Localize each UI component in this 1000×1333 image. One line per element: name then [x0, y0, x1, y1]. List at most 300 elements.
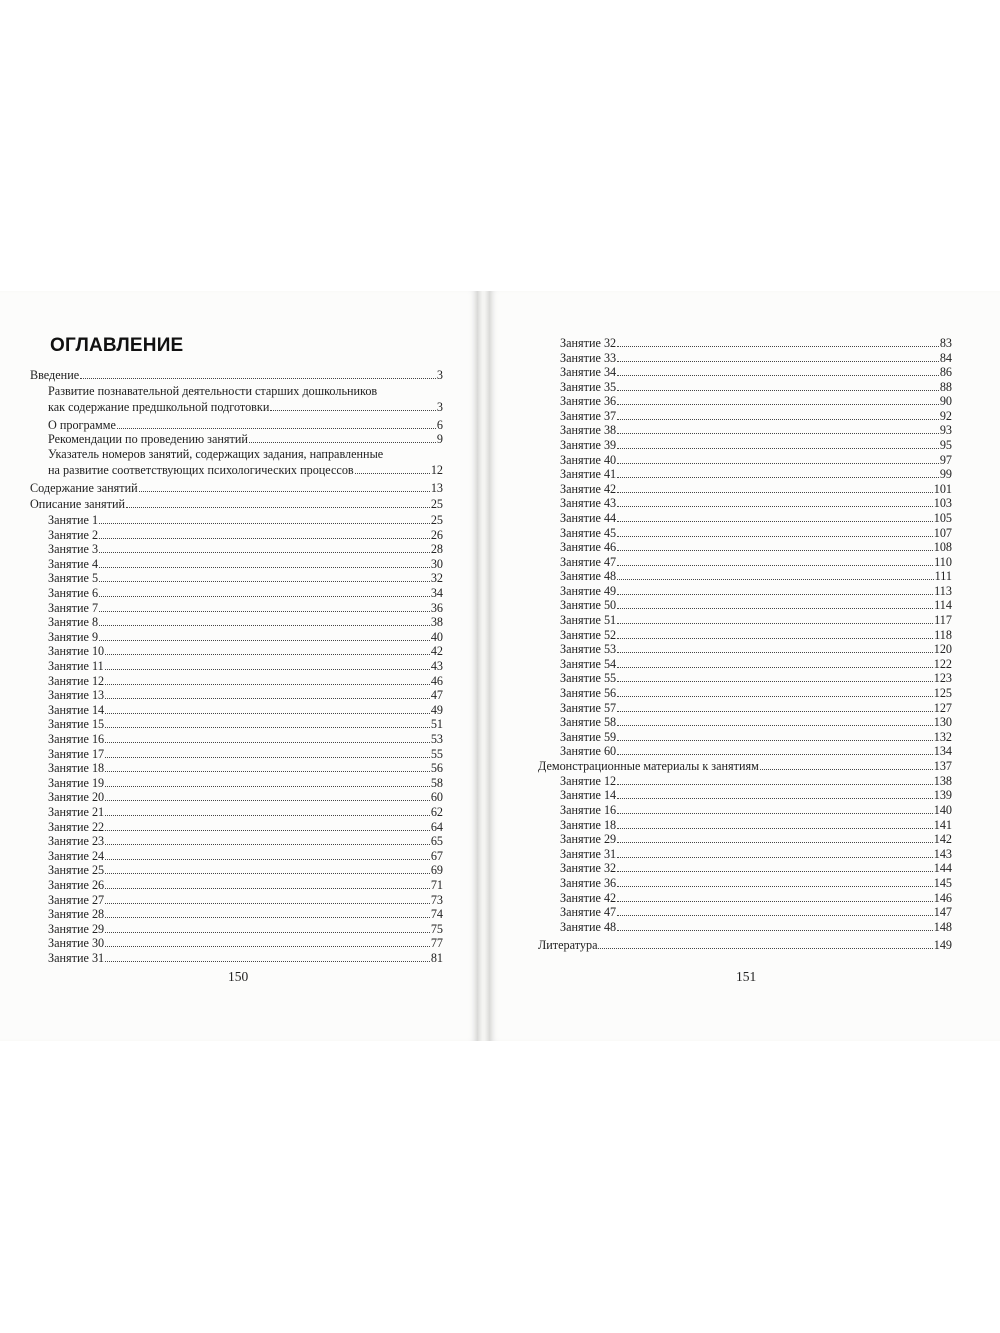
toc-entry-title: О программе [48, 417, 116, 432]
page-number-right: 151 [736, 969, 757, 984]
dot-leader [617, 360, 939, 362]
toc-entry-title: Занятие 14 [560, 788, 617, 803]
dot-leader [617, 432, 939, 434]
toc-entry-page: 132 [933, 729, 952, 744]
toc-entry[interactable] [560, 526, 952, 540]
toc-entry[interactable] [48, 732, 443, 746]
toc-heading: ОГЛАВЛЕНИЕ [50, 335, 184, 356]
toc-entry[interactable] [48, 761, 443, 775]
toc-entry[interactable] [560, 847, 952, 861]
dot-leader [105, 799, 430, 801]
toc-entry-page: 141 [933, 817, 952, 832]
dot-leader [617, 549, 933, 551]
toc-entry-title: Занятие 26 [48, 877, 105, 892]
toc-entry-page: 148 [933, 919, 952, 934]
dot-leader [105, 902, 430, 904]
toc-entry-title: Занятие 2 [48, 527, 99, 542]
dot-leader [617, 447, 939, 449]
dot-leader [99, 537, 430, 539]
dot-leader [617, 724, 933, 726]
toc-entry-page: 26 [430, 527, 443, 542]
toc-entry-title: Занятие 42 [560, 481, 617, 496]
toc-entry-page: 134 [933, 744, 952, 759]
toc-entry-title: Занятие 4 [48, 556, 99, 571]
toc-entry-title: Занятие 27 [48, 892, 105, 907]
toc-entry-page: 138 [933, 773, 952, 788]
toc-entry-title: Занятие 30 [48, 936, 105, 951]
dot-leader [617, 578, 933, 580]
toc-entry-page: 56 [430, 761, 443, 776]
toc-entry[interactable] [560, 920, 952, 934]
toc-entry-title: Занятие 54 [560, 656, 617, 671]
toc-entry-page: 9 [436, 432, 443, 447]
toc-entry[interactable] [48, 834, 443, 848]
dot-leader [617, 739, 933, 741]
dot-leader [105, 829, 430, 831]
toc-entry-page: 127 [933, 700, 952, 715]
dot-leader [99, 595, 430, 597]
toc-entry-title: Занятие 56 [560, 685, 617, 700]
toc-entry-page: 73 [430, 892, 443, 907]
toc-entry-title: Занятие 24 [48, 848, 105, 863]
toc-entry[interactable] [30, 497, 443, 511]
toc-entry-page: 122 [933, 656, 952, 671]
toc-entry[interactable] [560, 423, 952, 437]
toc-entry-page: 71 [430, 877, 443, 892]
toc-entry-title: Рекомендации по проведению занятий [48, 432, 248, 447]
dot-leader [105, 960, 430, 962]
toc-entry[interactable] [48, 400, 443, 414]
toc-entry[interactable] [560, 598, 952, 612]
toc-entry[interactable] [48, 893, 443, 907]
dot-leader [617, 476, 939, 478]
toc-entry-page: 149 [933, 938, 952, 953]
toc-entry[interactable] [48, 863, 443, 877]
dot-leader [270, 409, 436, 411]
toc-entry[interactable] [560, 657, 952, 671]
dot-leader [617, 505, 933, 507]
toc-entry[interactable] [48, 703, 443, 717]
toc-entry-title: Занятие 16 [48, 731, 105, 746]
dot-leader [617, 622, 933, 624]
dot-leader [105, 756, 430, 758]
toc-entry-page: 60 [430, 790, 443, 805]
toc-entry-page: 3 [436, 400, 443, 415]
toc-entry-title: как содержание предшкольной подготовки [48, 400, 270, 415]
toc-entry[interactable] [560, 905, 952, 919]
toc-entry-title: Занятие 43 [560, 496, 617, 511]
toc-entry[interactable] [48, 674, 443, 688]
toc-entry-page: 114 [934, 598, 952, 613]
toc-entry[interactable] [560, 803, 952, 817]
toc-entry[interactable] [48, 820, 443, 834]
dot-leader [105, 668, 430, 670]
dot-leader [617, 797, 933, 799]
dot-leader [105, 858, 430, 860]
dot-leader [617, 753, 933, 755]
toc-entry[interactable] [48, 542, 443, 556]
toc-entry-page: 105 [933, 510, 952, 525]
toc-entry-page: 99 [939, 467, 952, 482]
toc-entry-title: Занятие 60 [560, 744, 617, 759]
toc-entry-page: 93 [939, 423, 952, 438]
toc-entry-page: 69 [430, 863, 443, 878]
toc-entry-title: Занятие 5 [48, 571, 99, 586]
toc-entry-page: 81 [430, 950, 443, 965]
toc-entry[interactable] [560, 336, 952, 350]
dot-leader [99, 639, 430, 641]
toc-entry-page: 3 [436, 368, 443, 382]
toc-entry[interactable] [48, 513, 443, 527]
dot-leader [105, 785, 430, 787]
toc-entry-title: Занятие 31 [560, 846, 617, 861]
toc-entry[interactable] [30, 368, 443, 382]
toc-entry[interactable] [560, 715, 952, 729]
dot-leader [105, 712, 430, 714]
toc-entry-page: 120 [933, 642, 952, 657]
dot-leader [617, 812, 933, 814]
toc-entry[interactable] [560, 351, 952, 365]
toc-entry[interactable] [48, 418, 443, 432]
toc-entry-page: 47 [430, 688, 443, 703]
toc-entry[interactable] [48, 528, 443, 542]
toc-entry-page: 38 [430, 615, 443, 630]
toc-entry[interactable] [48, 688, 443, 702]
toc-entry-title: Занятие 37 [560, 408, 617, 423]
toc-entry-page: 84 [939, 350, 952, 365]
toc-entry[interactable] [48, 601, 443, 615]
dot-leader [617, 345, 939, 347]
toc-entry[interactable] [48, 586, 443, 600]
toc-entry-page: 142 [933, 832, 952, 847]
dot-leader [139, 490, 430, 492]
dot-leader [105, 697, 430, 699]
dot-leader [617, 856, 933, 858]
toc-entry-page: 101 [933, 481, 952, 496]
dot-leader [105, 843, 430, 845]
toc-entry-title: Занятие 10 [48, 644, 105, 659]
toc-entry-page: 147 [933, 905, 952, 920]
toc-entry-page: 97 [939, 452, 952, 467]
toc-entry-page: 42 [430, 644, 443, 659]
dot-leader [617, 403, 939, 405]
toc-entry-title: Занятие 11 [48, 658, 104, 673]
toc-entry-title: Занятие 45 [560, 525, 617, 540]
dot-leader [617, 462, 939, 464]
toc-entry-page: 125 [933, 685, 952, 700]
toc-entry[interactable] [560, 511, 952, 525]
toc-entry-title: Занятие 50 [560, 598, 617, 613]
dot-leader [99, 522, 430, 524]
toc-entry[interactable] [560, 365, 952, 379]
toc-entry[interactable] [48, 630, 443, 644]
toc-entry-page: 55 [430, 746, 443, 761]
toc-entry-title: Занятие 21 [48, 804, 105, 819]
dot-leader [617, 900, 933, 902]
dot-leader [99, 610, 430, 612]
toc-entry[interactable] [560, 394, 952, 408]
dot-leader [117, 427, 436, 429]
toc-entry[interactable] [48, 849, 443, 863]
dot-leader [105, 887, 430, 889]
toc-entry-title: Введение [30, 368, 80, 382]
toc-entry[interactable] [560, 453, 952, 467]
toc-entry[interactable] [48, 717, 443, 731]
toc-entry-title: Занятие 19 [48, 775, 105, 790]
toc-entry[interactable] [560, 380, 952, 394]
toc-entry-page: 90 [939, 394, 952, 409]
toc-entry[interactable] [560, 628, 952, 642]
toc-entry[interactable] [48, 557, 443, 571]
toc-entry[interactable] [560, 832, 952, 846]
toc-entry-title: Занятие 23 [48, 834, 105, 849]
dot-leader [126, 506, 430, 508]
toc-entry-title: Описание занятий [30, 496, 126, 511]
left-page [0, 291, 477, 1041]
toc-entry-title: Занятие 44 [560, 510, 617, 525]
toc-entry[interactable] [560, 774, 952, 788]
toc-entry-page: 65 [430, 834, 443, 849]
toc-entry-title: Занятие 53 [560, 642, 617, 657]
toc-entry-page: 92 [939, 408, 952, 423]
toc-entry-title: Занятие 32 [560, 861, 617, 876]
dot-leader [598, 947, 932, 949]
toc-entry[interactable] [48, 922, 443, 936]
toc-entry[interactable] [48, 659, 443, 673]
toc-entry-page: 58 [430, 775, 443, 790]
dot-leader [617, 914, 933, 916]
dot-leader [617, 870, 933, 872]
toc-entry-page: 140 [933, 803, 952, 818]
toc-entry-page: 103 [933, 496, 952, 511]
toc-entry-page: 88 [939, 379, 952, 394]
dot-leader [617, 885, 933, 887]
toc-entry[interactable] [560, 788, 952, 802]
toc-entry-title: Занятие 41 [560, 467, 617, 482]
toc-entry[interactable] [560, 555, 952, 569]
toc-entry-page: 46 [430, 673, 443, 688]
dot-leader [617, 520, 933, 522]
toc-entry-page: 6 [436, 417, 443, 432]
toc-entry[interactable] [48, 805, 443, 819]
toc-entry-title: Занятие 3 [48, 542, 99, 557]
dot-leader [617, 783, 933, 785]
dot-leader [617, 374, 939, 376]
toc-entry[interactable] [560, 891, 952, 905]
toc-entry-page: 113 [934, 583, 952, 598]
toc-entry[interactable] [560, 642, 952, 656]
toc-entry-page: 74 [430, 907, 443, 922]
dot-leader [105, 814, 430, 816]
toc-entry-title: Занятие 20 [48, 790, 105, 805]
toc-entry-page: 43 [430, 658, 443, 673]
toc-entry-title: Занятие 28 [48, 907, 105, 922]
toc-entry-page: 123 [933, 671, 952, 686]
toc-entry-page: 25 [430, 512, 443, 527]
toc-entry-title: Занятие 6 [48, 585, 99, 600]
toc-entry-title: Занятие 59 [560, 729, 617, 744]
dot-leader [105, 653, 430, 655]
toc-entry-line: Указатель номеров занятий, содержащих задания, направленные [48, 447, 384, 461]
toc-entry-title: Занятие 14 [48, 702, 105, 717]
toc-entry-page: 75 [430, 921, 443, 936]
toc-entry-title: Занятие 51 [560, 613, 617, 628]
toc-entry-title: Занятие 36 [560, 394, 617, 409]
toc-entry[interactable] [48, 571, 443, 585]
toc-entry-page: 83 [939, 336, 952, 350]
toc-entry-page: 143 [933, 846, 952, 861]
toc-entry-title: Занятие 29 [560, 832, 617, 847]
toc-entry-title: Занятие 39 [560, 438, 617, 453]
toc-entry-title: Занятие 17 [48, 746, 105, 761]
toc-entry[interactable] [48, 644, 443, 658]
toc-entry-title: Занятие 16 [560, 803, 617, 818]
toc-entry-title: Содержание занятий [30, 480, 138, 495]
dot-leader [105, 726, 430, 728]
dot-leader [105, 872, 430, 874]
dot-leader [617, 929, 933, 931]
dot-leader [617, 637, 933, 639]
toc-entry-title: Демонстрационные материалы к занятиям [538, 758, 759, 773]
toc-entry[interactable] [560, 409, 952, 423]
toc-entry-page: 117 [934, 613, 952, 628]
toc-entry-title: Занятие 7 [48, 600, 99, 615]
toc-entry[interactable] [560, 482, 952, 496]
dot-leader [617, 695, 933, 697]
toc-entry[interactable] [560, 569, 952, 583]
toc-entry-page: 62 [430, 804, 443, 819]
toc-entry-page: 110 [934, 554, 952, 569]
dot-leader [105, 916, 430, 918]
toc-entry-title: Занятие 55 [560, 671, 617, 686]
toc-entry-page: 40 [430, 629, 443, 644]
dot-leader [105, 741, 430, 743]
toc-entry-page: 36 [430, 600, 443, 615]
page-number-left: 150 [228, 969, 249, 984]
toc-entry-title: Занятие 29 [48, 921, 105, 936]
toc-entry-title: Занятие 33 [560, 350, 617, 365]
toc-entry[interactable] [560, 613, 952, 627]
toc-entry[interactable] [48, 951, 443, 965]
toc-entry-title: Занятие 15 [48, 717, 105, 732]
toc-entry-page: 67 [430, 848, 443, 863]
toc-entry-page: 34 [430, 585, 443, 600]
book-gutter [477, 291, 490, 1041]
toc-entry-title: Занятие 25 [48, 863, 105, 878]
dot-leader [617, 389, 939, 391]
toc-entry-title: Занятие 22 [48, 819, 105, 834]
toc-entry-title: Литература [538, 938, 598, 953]
toc-entry-title: Занятие 47 [560, 554, 617, 569]
toc-entry[interactable] [538, 938, 952, 952]
toc-entry-page: 12 [430, 463, 443, 478]
toc-entry[interactable] [560, 818, 952, 832]
toc-entry-page: 108 [933, 540, 952, 555]
toc-entry-title: Занятие 8 [48, 615, 99, 630]
dot-leader [99, 624, 430, 626]
toc-entry[interactable] [48, 432, 443, 446]
dot-leader [617, 607, 933, 609]
toc-entry-page: 32 [430, 571, 443, 586]
toc-entry-title: Занятие 38 [560, 423, 617, 438]
toc-entry[interactable] [560, 467, 952, 481]
toc-entry-page: 13 [430, 480, 443, 495]
toc-entry-title: Занятие 34 [560, 365, 617, 380]
dot-leader [617, 827, 933, 829]
toc-entry-page: 30 [430, 556, 443, 571]
book-spread [0, 291, 1000, 1041]
toc-entry[interactable] [560, 540, 952, 554]
toc-entry[interactable] [48, 790, 443, 804]
toc-entry-page: 139 [933, 788, 952, 803]
dot-leader [99, 580, 430, 582]
toc-entry-title: Занятие 13 [48, 688, 105, 703]
toc-entry[interactable] [48, 907, 443, 921]
toc-entry-title: Занятие 9 [48, 629, 99, 644]
toc-entry-title: Занятие 48 [560, 569, 617, 584]
dot-leader [617, 593, 933, 595]
toc-entry[interactable] [48, 776, 443, 790]
toc-entry-title: Занятие 46 [560, 540, 617, 555]
dot-leader [105, 770, 430, 772]
dot-leader [617, 680, 933, 682]
toc-entry[interactable] [560, 438, 952, 452]
toc-entry-page: 51 [430, 717, 443, 732]
toc-entry[interactable] [48, 615, 443, 629]
toc-entry-title: Занятие 36 [560, 875, 617, 890]
toc-entry[interactable] [560, 861, 952, 875]
toc-entry[interactable] [560, 584, 952, 598]
toc-entry-title: Занятие 52 [560, 627, 617, 642]
toc-entry-page: 145 [933, 875, 952, 890]
toc-entry[interactable] [30, 481, 443, 495]
toc-entry[interactable] [48, 463, 443, 477]
toc-entry-title: Занятие 42 [560, 890, 617, 905]
toc-entry-title: Занятие 58 [560, 715, 617, 730]
toc-entry[interactable] [560, 496, 952, 510]
toc-entry-page: 49 [430, 702, 443, 717]
dot-leader [617, 564, 933, 566]
toc-entry[interactable] [538, 759, 952, 773]
dot-leader [355, 472, 430, 474]
toc-entry-page: 64 [430, 819, 443, 834]
toc-entry-title: на развитие соответствующих психологических процессов [48, 463, 354, 478]
toc-entry[interactable] [560, 744, 952, 758]
toc-entry[interactable] [560, 701, 952, 715]
toc-entry-page: 95 [939, 438, 952, 453]
dot-leader [249, 441, 436, 443]
toc-entry[interactable] [560, 686, 952, 700]
toc-entry-title: Занятие 32 [560, 336, 617, 350]
toc-entry[interactable] [560, 876, 952, 890]
toc-entry-title: Занятие 40 [560, 452, 617, 467]
dot-leader [617, 418, 939, 420]
right-page [490, 291, 1000, 1041]
toc-entry-title: Занятие 47 [560, 905, 617, 920]
dot-leader [99, 566, 430, 568]
toc-entry[interactable] [48, 747, 443, 761]
toc-entry[interactable] [560, 671, 952, 685]
dot-leader [105, 931, 430, 933]
toc-entry[interactable] [48, 878, 443, 892]
toc-entry-title: Занятие 35 [560, 379, 617, 394]
toc-entry[interactable] [48, 936, 443, 950]
toc-entry-page: 25 [430, 496, 443, 511]
dot-leader [99, 551, 430, 553]
dot-leader [105, 683, 430, 685]
toc-entry[interactable] [560, 730, 952, 744]
toc-entry-title: Занятие 18 [560, 817, 617, 832]
